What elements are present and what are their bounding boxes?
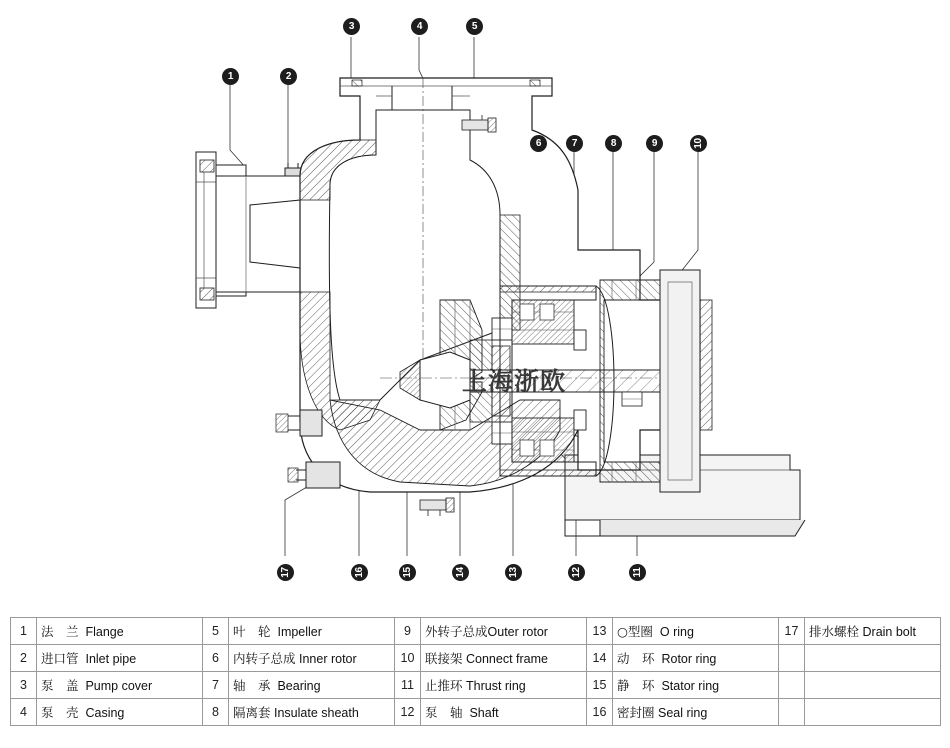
legend-cn: 动 环 — [617, 651, 655, 666]
watermark-text: 上海浙欧 — [462, 367, 567, 396]
callout-1: 1 — [222, 68, 239, 85]
legend-num: 9 — [395, 618, 421, 645]
callout-6: 6 — [530, 135, 547, 152]
legend-num: 15 — [587, 672, 613, 699]
legend-label — [613, 645, 779, 672]
legend-en: Impeller — [277, 625, 322, 639]
legend-num: 2 — [11, 645, 37, 672]
legend-cn: 泵 盖 — [41, 678, 79, 693]
legend-cn: 联接架 — [425, 651, 463, 666]
legend-label — [613, 618, 779, 645]
legend-cn: 泵 轴 — [425, 705, 463, 720]
legend-en: Insulate sheath — [274, 706, 359, 720]
callout-16: 16 — [351, 564, 368, 581]
callout-10: 10 — [690, 135, 707, 152]
table-row — [11, 645, 941, 672]
legend-label — [805, 672, 941, 699]
legend-en: O ring — [659, 625, 694, 639]
legend-cn: 隔离套 — [233, 705, 271, 720]
parts-legend-table — [10, 617, 941, 726]
legend-label — [613, 672, 779, 699]
callout-2: 2 — [280, 68, 297, 85]
table-row — [11, 699, 941, 726]
legend-en: Outer rotor — [487, 625, 548, 639]
legend-en: Stator ring — [661, 679, 720, 693]
legend-cn: 密封圈 — [617, 705, 655, 720]
legend-cn: ○型圈 — [617, 624, 653, 639]
legend-num: 1 — [11, 618, 37, 645]
legend-en: Inner rotor — [299, 652, 357, 666]
legend-num — [779, 645, 805, 672]
callout-15: 15 — [399, 564, 416, 581]
legend-label — [805, 618, 941, 645]
legend-label — [37, 672, 203, 699]
callout-14: 14 — [452, 564, 469, 581]
legend-label — [37, 699, 203, 726]
legend-en: Seal ring — [658, 706, 708, 720]
legend-num: 7 — [203, 672, 229, 699]
legend-label — [421, 672, 587, 699]
legend-num: 3 — [11, 672, 37, 699]
legend-label — [805, 645, 941, 672]
legend-label — [37, 618, 203, 645]
legend-label — [421, 699, 587, 726]
callout-9: 9 — [646, 135, 663, 152]
callout-13: 13 — [505, 564, 522, 581]
legend-num — [779, 672, 805, 699]
legend-num: 14 — [587, 645, 613, 672]
table-row — [11, 618, 941, 645]
legend-num: 4 — [11, 699, 37, 726]
legend-num: 10 — [395, 645, 421, 672]
legend-label — [229, 672, 395, 699]
legend-en: Flange — [85, 625, 124, 639]
callout-8: 8 — [605, 135, 622, 152]
legend-cn: 进口管 — [41, 651, 79, 666]
legend-en: Casing — [85, 706, 125, 720]
legend-num: 11 — [395, 672, 421, 699]
legend-num: 13 — [587, 618, 613, 645]
legend-label — [805, 699, 941, 726]
legend-num: 17 — [779, 618, 805, 645]
legend-num: 12 — [395, 699, 421, 726]
legend-cn: 外转子总成 — [425, 624, 488, 639]
callout-7: 7 — [566, 135, 583, 152]
legend-cn: 法 兰 — [41, 624, 79, 639]
legend-label — [421, 645, 587, 672]
legend-cn: 泵 壳 — [41, 705, 79, 720]
legend-label — [229, 645, 395, 672]
legend-label — [229, 699, 395, 726]
table-row — [11, 672, 941, 699]
legend-en: Bearing — [277, 679, 321, 693]
legend-en: Drain bolt — [862, 625, 916, 639]
legend-label — [421, 618, 587, 645]
legend-num: 8 — [203, 699, 229, 726]
callout-11: 11 — [629, 564, 646, 581]
legend-cn: 排水螺栓 — [809, 624, 860, 639]
legend-label — [613, 699, 779, 726]
legend-label — [37, 645, 203, 672]
legend-cn: 止推环 — [425, 678, 463, 693]
legend-en: Rotor ring — [661, 652, 717, 666]
legend-num — [779, 699, 805, 726]
callout-3: 3 — [343, 18, 360, 35]
legend-en: Inlet pipe — [85, 652, 137, 666]
legend-cn: 静 环 — [617, 678, 655, 693]
legend-num: 5 — [203, 618, 229, 645]
legend-cn: 叶 轮 — [233, 624, 271, 639]
legend-cn: 内转子总成 — [233, 651, 296, 666]
legend-en: Thrust ring — [466, 679, 526, 693]
callout-17: 17 — [277, 564, 294, 581]
legend-en: Pump cover — [85, 679, 153, 693]
legend-num: 6 — [203, 645, 229, 672]
legend-en: Shaft — [469, 706, 499, 720]
callout-12: 12 — [568, 564, 585, 581]
callout-4: 4 — [411, 18, 428, 35]
legend-cn: 轴 承 — [233, 678, 271, 693]
callout-5: 5 — [466, 18, 483, 35]
legend-label — [229, 618, 395, 645]
legend-num: 16 — [587, 699, 613, 726]
legend-en: Connect frame — [466, 652, 548, 666]
